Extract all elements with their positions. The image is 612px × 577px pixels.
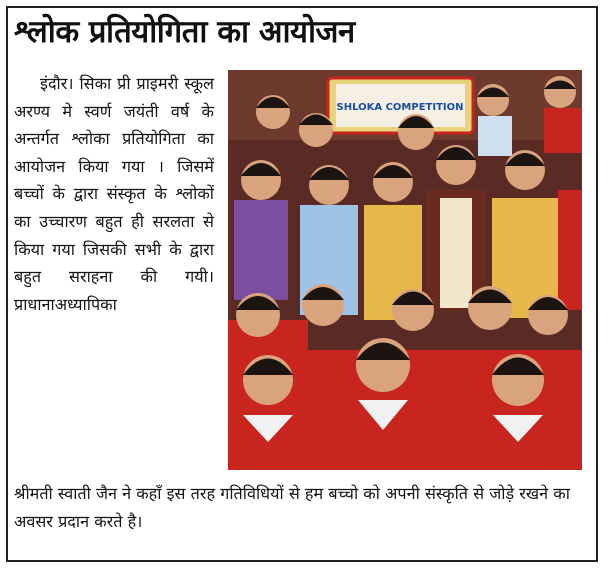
group-photo-children [228,70,582,470]
article-photo [228,70,582,470]
article-bottom-text [14,480,582,535]
headline: श्लोक प्रतियोगिता का आयोजन [14,14,355,50]
banner-text: SHLOKA COMPETITION [336,102,464,113]
article-paragraph: इंदौर। सिका प्री प्राइमरी स्कूल अरण्य मे स्वर्ण जयंती वर्ष के अन्तर्गत श्लोका प्रतियोगिता का आयोजन किया गया । जिसमें बच्चों के द्वारा संस्कृत के श्लोकों का उच्चारण बहुत ही सरलता से किया गया जिसकी सभी के द्वारा बहुत सराहना की गयी। प्राधानाअध्यापिका [14,74,214,314]
article-column-text [14,70,214,318]
article-paragraph-continued: श्रीमती स्वाती जैन ने कहाँ इस तरह गतिविधियों से हम बच्चो को अपनी संस्कृति से जोड़े रखने का अवसर प्रदान करते है। [14,484,570,531]
